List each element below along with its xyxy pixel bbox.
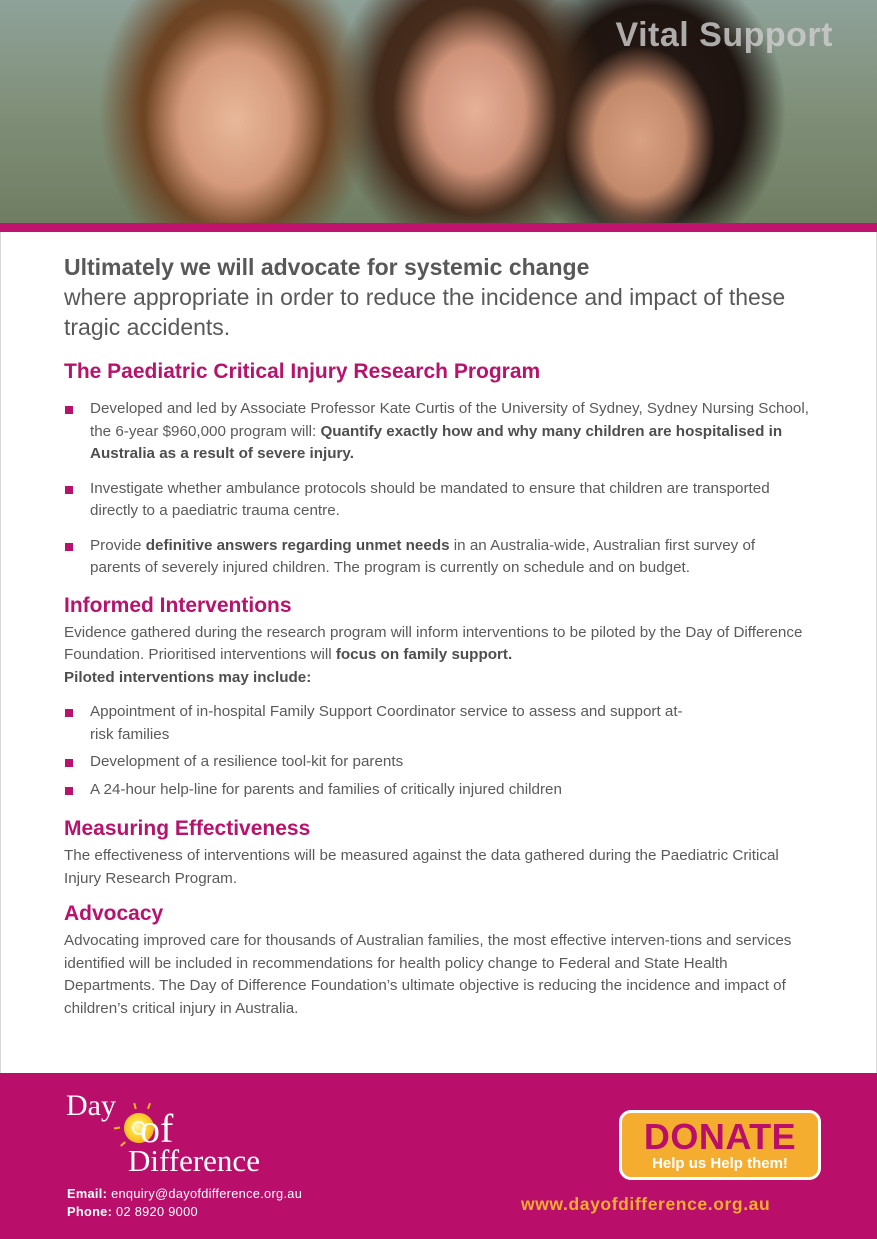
donate-subtitle: Help us Help them! (652, 1155, 788, 1172)
bullet-text: Investigate whether ambulance protocols should be mandated to ensure that children are transported directly to a paediatric trauma centre. (90, 479, 770, 519)
list-item (64, 398, 809, 466)
donate-label: DONATE (643, 1116, 797, 1157)
bullet-text: in an Australia-wide, Australian first survey of parents of severely injured children. The program is currently on schedule and on budget. (90, 536, 756, 576)
paragraph-text: Evidence gathered during the research program will inform interventions to be piloted by the Day of Difference Foundation. Prioritised interventions will (64, 623, 803, 663)
main-content (64, 252, 809, 1020)
intro-subtext: where appropriate in order to reduce the incidence and impact of these tragic accidents. (64, 284, 786, 340)
phone-label: Phone: (67, 1203, 113, 1219)
bullet-text: Provide (90, 536, 146, 554)
bullet-square-icon (65, 787, 73, 795)
contact-info (67, 1185, 302, 1220)
logo-text-difference: Difference (128, 1143, 260, 1178)
bullet-text: Appointment of in-hospital Family Support Coordinator service to assess and support at-risk families (90, 703, 683, 743)
bullet-square-icon (65, 759, 73, 767)
sun-ray-icon (120, 1141, 126, 1146)
interventions-bullet-list (64, 701, 809, 801)
list-item (64, 751, 809, 774)
list-item (64, 779, 809, 802)
list-item (64, 478, 809, 523)
intro-headline: Ultimately we will advocate for systemic change (64, 254, 590, 280)
email-line (67, 1185, 302, 1203)
heading-research-program: The Paediatric Critical Injury Research Program (64, 360, 541, 383)
heading-measuring-effectiveness: Measuring Effectiveness (64, 817, 311, 840)
paragraph-bold-text: Piloted interventions may include: (64, 668, 312, 686)
hero-title: Vital Support (615, 16, 833, 54)
bullet-square-icon (65, 486, 73, 494)
bullet-square-icon (65, 709, 73, 717)
bullet-text: A 24-hour help-line for parents and families of critically injured children (90, 780, 562, 798)
list-item (64, 701, 809, 746)
hero-divider-bar (0, 223, 877, 232)
logo-text-day: Day (66, 1089, 116, 1122)
donate-button[interactable] (619, 1110, 821, 1180)
heading-informed-interventions: Informed Interventions (64, 593, 292, 617)
paragraph-bold-text: focus on family support. (335, 646, 513, 663)
informed-paragraph (64, 622, 809, 690)
bullet-text: Development of a resilience tool-kit for parents (90, 753, 404, 770)
bullet-bold-text: Quantify exactly how and why many children are hospitalised in Australia as a result of severe injury. (90, 422, 783, 462)
hero-photo (0, 0, 877, 223)
email-link[interactable]: enquiry@dayofdifference.org.au (111, 1186, 303, 1201)
advocacy-paragraph: Advocating improved care for thousands of Australian families, the most effective interven-tions and services identified will be included in recommendations for health policy change to Federal and State Health Departments. The Day of Difference Foundation’s ultimate objective is reducing the incidence and impact of children’s critical injury in Australia. (64, 932, 792, 1017)
measuring-paragraph: The effectiveness of interventions will be measured against the data gathered during the Paediatric Critical Injury Research Program. (64, 847, 779, 887)
bullet-square-icon (65, 406, 73, 414)
sun-ray-icon (114, 1126, 120, 1129)
website-link[interactable]: www.dayofdifference.org.au (521, 1194, 771, 1214)
phone-line (67, 1203, 302, 1221)
list-item (64, 535, 809, 580)
bullet-square-icon (65, 543, 73, 551)
bullet-text: Developed and led by Associate Professor Kate Curtis of the University of Sydney, Sydney Nursing School, the 6-year $960,000 program will: (90, 400, 809, 440)
phone-number[interactable]: 02 8920 9000 (116, 1203, 198, 1219)
bullet-bold-text: definitive answers regarding unmet needs (145, 536, 450, 554)
logo-text-of: of (140, 1106, 174, 1151)
research-bullet-list (64, 398, 809, 580)
heading-advocacy: Advocacy (64, 902, 164, 925)
sun-ray-icon (133, 1103, 136, 1109)
day-of-difference-logo (66, 1089, 296, 1184)
email-label: Email: (67, 1186, 108, 1201)
footer (0, 1073, 877, 1239)
